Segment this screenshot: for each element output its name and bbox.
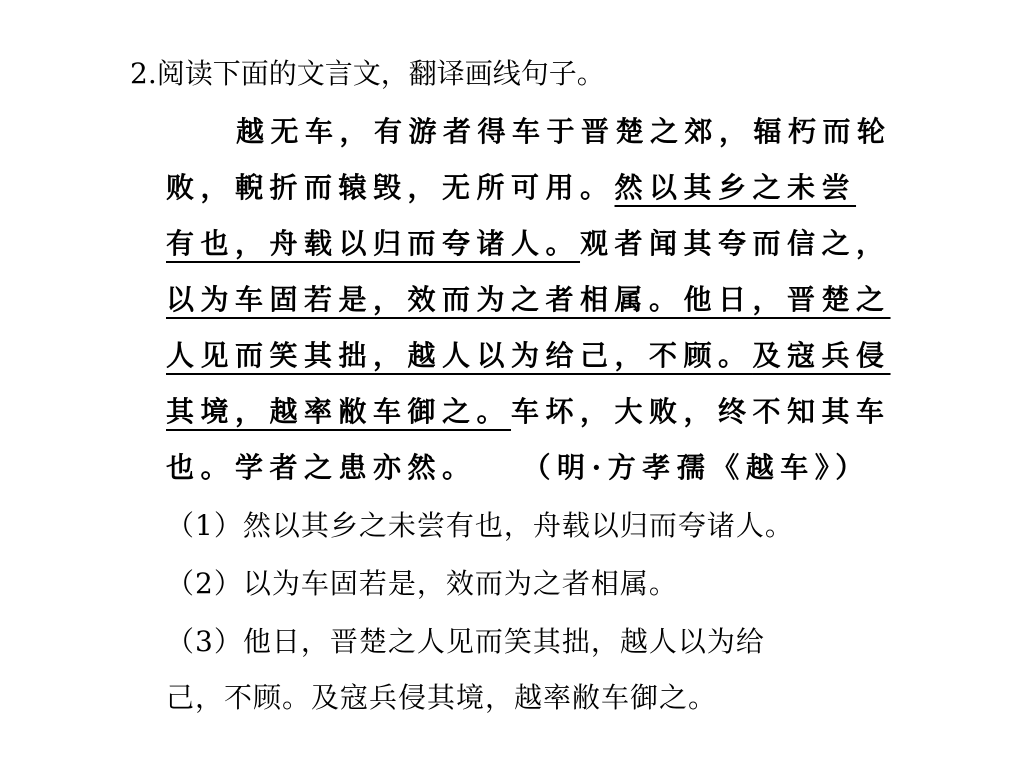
passage-line-3 xyxy=(166,222,891,266)
passage-text: 也。学者之患亦然。 xyxy=(166,451,477,484)
passage-text: 败，輗折而辕毁，无所可用。 xyxy=(166,171,615,204)
translation-item-2: （2）以为车固若是，效而为之者相属。 xyxy=(166,567,678,600)
passage-line-6 xyxy=(166,390,891,434)
underlined-sentence-3-cont: 人见而笑其拙，越人以为给己，不顾。 xyxy=(166,339,753,372)
underlined-sentence-3: 他日，晋楚之 xyxy=(683,283,891,316)
underlined-sentence-1: 然以其乡之未尝 xyxy=(614,171,857,204)
passage-line-7 xyxy=(166,446,870,490)
translation-item-3-cont: 己，不顾。及寇兵侵其境，越率敝车御之。 xyxy=(166,681,718,714)
passage-line-1 xyxy=(236,110,892,154)
underlined-sentence-3-cont: 及寇兵侵 xyxy=(752,339,891,372)
passage-line-5 xyxy=(166,334,891,378)
translation-item-1: （1）然以其乡之未尝有也，舟载以归而夸诸人。 xyxy=(166,509,794,542)
passage-text: 观者闻其夸而信之， xyxy=(580,227,891,260)
question-title xyxy=(130,52,605,96)
translation-item-3: （3）他日，晋楚之人见而笑其拙，越人以为给 xyxy=(166,625,765,658)
passage-line-4 xyxy=(166,278,891,322)
question-number: 2. xyxy=(130,57,157,90)
passage-text: 车坏，大败，终不知其车 xyxy=(511,395,891,428)
passage-line-2 xyxy=(166,166,856,210)
question-prompt: 阅读下面的文言文，翻译画线句子。 xyxy=(156,57,605,90)
underlined-sentence-3-end: 其境，越率敝车御之。 xyxy=(166,395,512,428)
underlined-sentence-1-cont: 有也，舟载以归而夸诸人。 xyxy=(166,227,581,260)
underlined-sentence-2: 以为车固若是，效而为之者相属。 xyxy=(166,283,684,316)
source-attribution: （明·方孝孺《越车》） xyxy=(536,451,870,484)
passage-text: 越无车，有游者得车于晋楚之郊，辐朽而轮 xyxy=(236,115,892,148)
